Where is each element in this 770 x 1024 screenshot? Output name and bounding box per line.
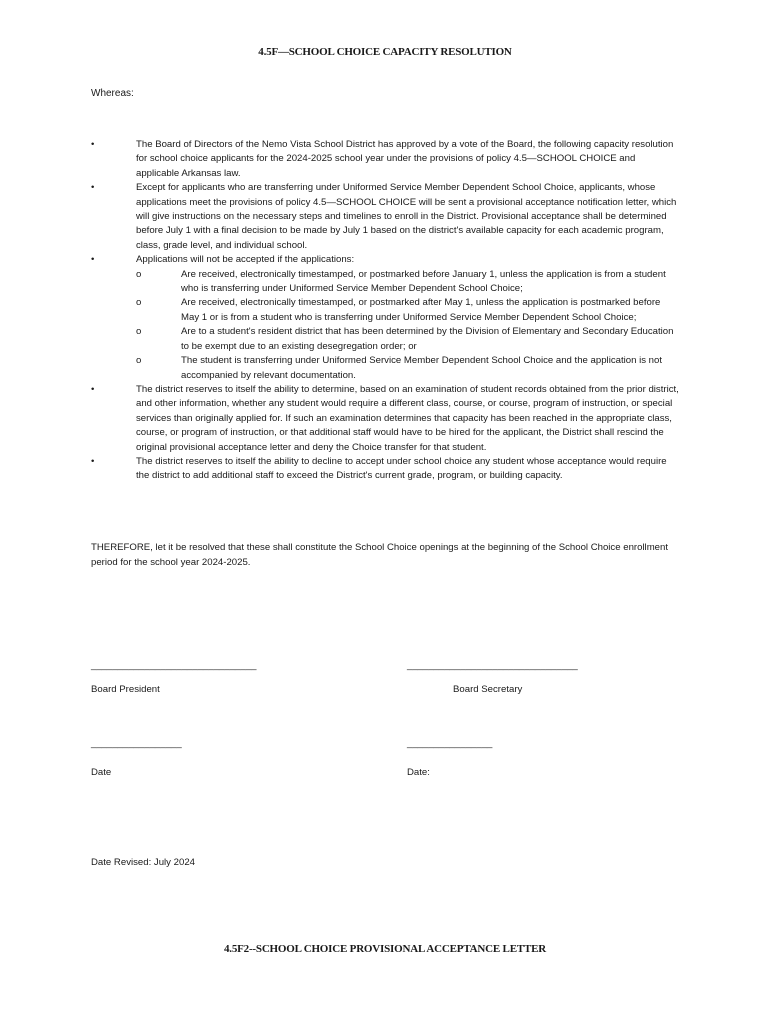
whereas-label: Whereas:: [91, 88, 134, 99]
circle-bullet-icon: o: [136, 268, 142, 280]
board-president-signature-line: _______________________________: [91, 660, 257, 671]
date-left-label: Date: [91, 767, 112, 778]
date-revised: Date Revised: July 2024: [91, 857, 195, 868]
sub-bullet-text: Are received, electronically timestamped, or postmarked before January 1, unless the application is from a student who is transferring under Uniformed Service Member Dependent School Choice;: [181, 268, 666, 295]
next-document-title: 4.5F2--SCHOOL CHOICE PROVISIONAL ACCEPTANCE LETTER: [224, 943, 546, 955]
date-right-line: ________________: [407, 738, 493, 749]
board-president-label: Board President: [91, 684, 160, 695]
sub-bullet-text: Are received, electronically timestamped, or postmarked after May 1, unless the application is postmarked before May 1 or is from a student who is transferring under Uniformed Service Member Dependent School Choice;: [181, 297, 661, 323]
bullet-text: Except for applicants who are transferring under Uniformed Service Member Dependent School Choice, applicants, whose applications meet the provisions of policy 4.5—SCHOOL CHOICE will be sent a provisional acceptance notification letter, which will give instructions on the necessary steps and timelines to enroll in the District. Provisional acceptance shall be determined before July 1 with a final decision to be made by July 1 based on the district's available capacity for each academic program, class, grade level, and individual school.: [136, 182, 677, 251]
board-secretary-signature-line: ________________________________: [407, 660, 578, 671]
bullet-text: The district reserves to itself the ability to decline to accept under school choice any student whose acceptance would require the district to add additional staff to exceed the District's current grade, program, or building capacity.: [136, 455, 667, 482]
bullet-item: [91, 455, 681, 484]
document-title: 4.5F—SCHOOL CHOICE CAPACITY RESOLUTION: [258, 46, 512, 58]
bullet-icon: •: [91, 254, 95, 266]
sub-bullet-text: The student is transferring under Uniformed Service Member Dependent School Choice and the application is not accompanied by relevant documentation.: [181, 355, 663, 381]
bullet-icon: •: [91, 455, 95, 467]
bullet-icon: •: [91, 182, 95, 194]
sub-bullet-item: [136, 354, 681, 383]
date-left-line: _________________: [91, 738, 182, 749]
bullet-item: [91, 181, 681, 253]
date-right-label: Date:: [407, 767, 430, 778]
circle-bullet-icon: o: [136, 326, 142, 338]
bullet-text: The district reserves to itself the ability to determine, based on an examination of student records obtained from the prior district, and other information, whether any student would require a different class, course, or course, program of instruction, or special services than originally applied for. If such an examination determines that capacity has been reached in the appropriate class, course, or program of instruction, or that additional staff would have to be hired for the applicant, the District shall rescind the original provisional acceptance letter and deny the Choice transfer for that student.: [136, 383, 679, 453]
board-secretary-label: Board Secretary: [453, 684, 523, 695]
bullet-item: [91, 253, 681, 383]
circle-bullet-icon: o: [136, 355, 142, 367]
bullet-text: The Board of Directors of the Nemo Vista School District has approved by a vote of the Board, the following capacity resolution for school choice applicants for the 2024-2025 school year under the provisions of policy 4.5—SCHOOL CHOICE and applicable Arkansas law.: [136, 139, 674, 179]
sub-bullet-item: [136, 296, 681, 325]
bullet-icon: •: [91, 139, 95, 150]
sub-bullet-item: [136, 268, 681, 297]
sub-bullet-item: [136, 325, 681, 354]
bullet-item: [91, 138, 681, 181]
bullet-item: [91, 383, 681, 455]
bullet-icon: •: [91, 383, 95, 395]
therefore-paragraph: THEREFORE, let it be resolved that these shall constitute the School Choice openings at the beginning of the School Choice enrollment period for the school year 2024-2025.: [91, 542, 669, 568]
circle-bullet-icon: o: [136, 297, 142, 309]
bullet-text: Applications will not be accepted if the applications:: [136, 254, 355, 266]
sub-bullet-text: Are to a student's resident district that has been determined by the Division of Elementary and Secondary Education to be exempt due to an existing desegregation order; or: [181, 326, 674, 352]
resolution-bullet-list: [91, 138, 681, 484]
